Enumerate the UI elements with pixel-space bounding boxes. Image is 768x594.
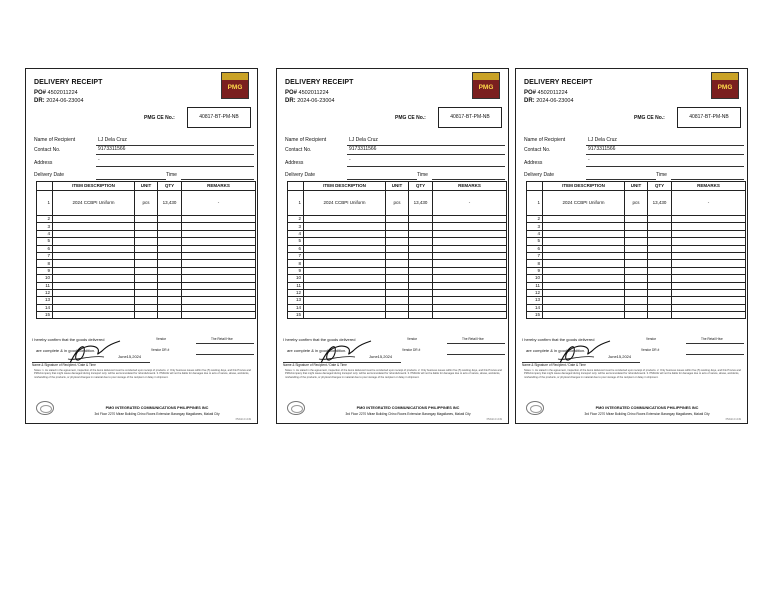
vendor-label: Vendor [156, 337, 167, 341]
table-row [527, 260, 746, 267]
table-row [37, 230, 256, 237]
date-signed: June15,2024 [608, 354, 632, 359]
date-signed: June15,2024 [118, 354, 142, 359]
table-row [288, 312, 507, 319]
retail-label: The Retail Hive [462, 337, 484, 341]
address-value: - [349, 157, 351, 163]
company-address: 3rd Floor 2270 Mirae Building Chino Roces Extension Barangay Magallanes, Makati City [584, 412, 710, 416]
confirm-line-1: I hereby confirm that the goods delivered [283, 337, 356, 342]
retail-label: The Retail Hive [211, 337, 233, 341]
row-number: 11 [288, 282, 304, 289]
recipient-value: LJ Dela Cruz [588, 137, 617, 143]
col-qty: QTY [409, 182, 433, 191]
row-number: 10 [37, 275, 53, 282]
table-row [288, 289, 507, 296]
table-row [527, 230, 746, 237]
ce-label: PMG CE No.: [634, 115, 665, 121]
pmg-logo [472, 72, 500, 99]
row-number: 14 [288, 304, 304, 311]
delivery-date-label: Delivery Date [524, 172, 555, 178]
table-row [37, 223, 256, 230]
recipient-label: Name of Recipient [34, 137, 76, 143]
company-name: PMG INTEGRATED COMMUNICATIONS PHILIPPINES INC [356, 406, 460, 410]
row-number: 15 [527, 312, 543, 319]
item-description: 2024 CCBPI Uniform [543, 191, 625, 216]
table-row [288, 252, 507, 259]
recipient-signature [64, 339, 124, 367]
table-row [288, 216, 507, 223]
contact-label: Contact No. [285, 147, 312, 153]
confirm-line-1: I hereby confirm that the goods delivered [522, 337, 595, 342]
dr-number: 2024-06-23004 [536, 98, 574, 104]
company-name: PMG INTEGRATED COMMUNICATIONS PHILIPPINES INC [595, 406, 699, 410]
item-qty: 13,430 [648, 191, 672, 216]
table-row [288, 275, 507, 282]
address-label: Address [285, 160, 304, 166]
table-row [288, 304, 507, 311]
retail-label: The Retail Hive [701, 337, 723, 341]
ce-number: 40817-BT-PM-NB [438, 107, 502, 128]
receipt-title: DELIVERY RECEIPT [285, 79, 354, 86]
contact-value: 9173311566 [349, 146, 377, 152]
confirm-line-2: are complete & in good condition. [36, 348, 96, 353]
row-number: 12 [527, 289, 543, 296]
po-label: PO# [34, 90, 47, 96]
pmg-logo [711, 72, 739, 99]
col-remarks: REMARKS [672, 182, 746, 191]
table-row [37, 245, 256, 252]
row-number: 4 [288, 230, 304, 237]
row-number: 7 [37, 252, 53, 259]
row-number: 13 [37, 297, 53, 304]
row-number: 2 [288, 216, 304, 223]
row-number: 7 [288, 252, 304, 259]
time-label: Time [656, 172, 667, 178]
table-row [37, 282, 256, 289]
table-row [527, 289, 746, 296]
item-description: 2024 CCBPI Uniform [304, 191, 386, 216]
contact-value: 9173311566 [588, 146, 616, 152]
row-number: 14 [527, 304, 543, 311]
vendor-label: Vendor [646, 337, 657, 341]
recipient-value: LJ Dela Cruz [349, 137, 378, 143]
items-table [526, 181, 746, 319]
company-seal-icon [287, 401, 305, 415]
dr-line [34, 98, 84, 104]
date-signed: June15,2024 [369, 354, 393, 359]
time-label: Time [166, 172, 177, 178]
row-number: 6 [527, 245, 543, 252]
col-item-description: ITEM DESCRIPTION [304, 182, 386, 191]
address-value: - [98, 157, 100, 163]
table-row [527, 297, 746, 304]
table-row [527, 282, 746, 289]
col-unit: UNIT [135, 182, 158, 191]
table-row [37, 238, 256, 245]
row-number: 12 [288, 289, 304, 296]
recipient-label: Name of Recipient [524, 137, 566, 143]
table-row [527, 216, 746, 223]
item-remarks: - [182, 191, 256, 216]
table-row [288, 230, 507, 237]
row-number: 15 [37, 312, 53, 319]
delivery-receipt [276, 68, 509, 424]
recipient-signature [554, 339, 614, 367]
col-remarks: REMARKS [182, 182, 256, 191]
table-row [527, 312, 746, 319]
item-description: 2024 CCBPI Uniform [53, 191, 135, 216]
dr-label: DR: [285, 98, 296, 104]
row-number: 1 [288, 191, 304, 216]
dr-line [524, 98, 574, 104]
ce-label: PMG CE No.: [144, 115, 175, 121]
table-row [527, 245, 746, 252]
ce-number: 40817-BT-PM-NB [187, 107, 251, 128]
po-line [34, 90, 78, 96]
vendor-dr-label: Vendor DR # [151, 348, 170, 352]
table-row [288, 223, 507, 230]
vendor-dr-label: Vendor DR # [641, 348, 660, 352]
col-unit: UNIT [625, 182, 648, 191]
company-seal-icon [526, 401, 544, 415]
row-number: 6 [37, 245, 53, 252]
table-row [288, 267, 507, 274]
row-number: 11 [527, 282, 543, 289]
row-number: 9 [37, 267, 53, 274]
address-value: - [588, 157, 590, 163]
row-number: 5 [37, 238, 53, 245]
col-item-description: ITEM DESCRIPTION [53, 182, 135, 191]
contact-label: Contact No. [524, 147, 551, 153]
row-number: 6 [288, 245, 304, 252]
row-number: 8 [288, 260, 304, 267]
confirm-line-2: are complete & in good condition. [526, 348, 586, 353]
dr-label: DR: [34, 98, 45, 104]
row-number: 1 [37, 191, 53, 216]
item-qty: 13,430 [158, 191, 182, 216]
table-row [527, 191, 746, 216]
receipt-title: DELIVERY RECEIPT [34, 79, 103, 86]
item-qty: 13,430 [409, 191, 433, 216]
table-row [527, 304, 746, 311]
receipt-title: DELIVERY RECEIPT [524, 79, 593, 86]
pmg-logo [221, 72, 249, 99]
row-number: 4 [527, 230, 543, 237]
table-row [37, 297, 256, 304]
row-number: 7 [527, 252, 543, 259]
col-remarks: REMARKS [433, 182, 507, 191]
row-number: 15 [288, 312, 304, 319]
recipient-label: Name of Recipient [285, 137, 327, 143]
logo-text: PMG [227, 84, 243, 91]
items-table [287, 181, 507, 319]
notes: Notes: 1. As stated in the agreement, inspection of the items delivered must be conducted upon receipt of products. 2. Only business issues within five (5) working days, and this Pmcws and PMGCompany that might cause damaged during transport only. will be accommodated for refunds/rework. 3. PMGCE will not be liable for damages due to acts of nature, abuse, accidents, mishandling of the products, or physical changes in material due to poor storage of the recipient or delay in shipment. [34, 369, 251, 379]
delivery-receipt [515, 68, 748, 424]
po-label: PO# [285, 90, 298, 96]
row-number: 3 [37, 223, 53, 230]
row-number: 1 [527, 191, 543, 216]
row-number: 5 [288, 238, 304, 245]
table-row [37, 216, 256, 223]
row-number: 9 [527, 267, 543, 274]
ce-label: PMG CE No.: [395, 115, 426, 121]
table-row [37, 191, 256, 216]
row-number: 3 [288, 223, 304, 230]
contact-label: Contact No. [34, 147, 61, 153]
table-row [288, 238, 507, 245]
confirm-line-2: are complete & in good condition. [287, 348, 347, 353]
row-number: 8 [37, 260, 53, 267]
table-row [37, 312, 256, 319]
col-qty: QTY [648, 182, 672, 191]
notes: Notes: 1. As stated in the agreement, inspection of the items delivered must be conducted upon receipt of products. 2. Only business issues within five (5) working days, and this Pmcws and PMGCompany that might cause damaged during transport only. will be accommodated for refunds/rework. 3. PMGCE will not be liable for damages due to acts of nature, abuse, accidents, mishandling of the products, or physical changes in material due to poor storage of the recipient or delay in shipment. [285, 369, 502, 379]
item-unit: pcs [386, 191, 409, 216]
logo-text: PMG [478, 84, 494, 91]
item-unit: pcs [135, 191, 158, 216]
row-number: 2 [527, 216, 543, 223]
table-row [37, 267, 256, 274]
table-row [37, 260, 256, 267]
company-name: PMG INTEGRATED COMMUNICATIONS PHILIPPINES INC [105, 406, 209, 410]
table-row [37, 289, 256, 296]
ce-number: 40817-BT-PM-NB [677, 107, 741, 128]
address-label: Address [524, 160, 543, 166]
table-row [37, 252, 256, 259]
po-number: 4502011224 [537, 90, 568, 96]
table-row [527, 238, 746, 245]
table-row [288, 245, 507, 252]
table-row [527, 275, 746, 282]
row-number: 9 [288, 267, 304, 274]
row-number: 5 [527, 238, 543, 245]
table-row [527, 252, 746, 259]
po-line [285, 90, 329, 96]
signature-caption: Name & Signature of Recipient / Date & Time [522, 363, 586, 367]
recipient-value: LJ Dela Cruz [98, 137, 127, 143]
row-number: 4 [37, 230, 53, 237]
table-header-row [288, 182, 507, 191]
footer-code: PMGD-F-049 [486, 418, 502, 421]
table-row [288, 191, 507, 216]
po-label: PO# [524, 90, 537, 96]
table-row [37, 304, 256, 311]
table-row [527, 267, 746, 274]
logo-text: PMG [717, 84, 733, 91]
confirm-line-1: I hereby confirm that the goods delivered [32, 337, 105, 342]
row-number: 8 [527, 260, 543, 267]
time-label: Time [417, 172, 428, 178]
item-unit: pcs [625, 191, 648, 216]
row-number: 3 [527, 223, 543, 230]
table-row [288, 297, 507, 304]
company-address: 3rd Floor 2270 Mirae Building Chino Roces Extension Barangay Magallanes, Makati City [94, 412, 220, 416]
table-row [288, 260, 507, 267]
po-number: 4502011224 [298, 90, 329, 96]
row-number: 13 [527, 297, 543, 304]
item-remarks: - [433, 191, 507, 216]
row-number: 11 [37, 282, 53, 289]
items-table [36, 181, 256, 319]
po-number: 4502011224 [47, 90, 78, 96]
vendor-dr-label: Vendor DR # [402, 348, 421, 352]
row-number: 2 [37, 216, 53, 223]
table-row [527, 223, 746, 230]
delivery-date-label: Delivery Date [285, 172, 316, 178]
col-unit: UNIT [386, 182, 409, 191]
address-label: Address [34, 160, 53, 166]
signature-caption: Name & Signature of Recipient / Date & Time [283, 363, 347, 367]
item-remarks: - [672, 191, 746, 216]
table-row [37, 275, 256, 282]
table-header-row [527, 182, 746, 191]
company-address: 3rd Floor 2270 Mirae Building Chino Roces Extension Barangay Magallanes, Makati City [345, 412, 471, 416]
col-item-description: ITEM DESCRIPTION [543, 182, 625, 191]
vendor-label: Vendor [407, 337, 418, 341]
row-number: 10 [527, 275, 543, 282]
table-row [288, 282, 507, 289]
row-number: 12 [37, 289, 53, 296]
table-header-row [37, 182, 256, 191]
signature-caption: Name & Signature of Recipient / Date & Time [32, 363, 96, 367]
dr-label: DR: [524, 98, 535, 104]
contact-value: 9173311566 [98, 146, 126, 152]
row-number: 10 [288, 275, 304, 282]
footer-code: PMGD-F-049 [235, 418, 251, 421]
po-line [524, 90, 568, 96]
notes: Notes: 1. As stated in the agreement, inspection of the items delivered must be conducted upon receipt of products. 2. Only business issues within five (5) working days, and this Pmcws and PMGCompany that might cause damaged during transport only. will be accommodated for refunds/rework. 3. PMGCE will not be liable for damages due to acts of nature, abuse, accidents, mishandling of the products, or physical changes in material due to poor storage of the recipient or delay in shipment. [524, 369, 741, 379]
recipient-signature [315, 339, 375, 367]
dr-line [285, 98, 335, 104]
dr-number: 2024-06-23004 [46, 98, 84, 104]
row-number: 13 [288, 297, 304, 304]
delivery-date-label: Delivery Date [34, 172, 65, 178]
col-qty: QTY [158, 182, 182, 191]
company-seal-icon [36, 401, 54, 415]
footer-code: PMGD-F-049 [725, 418, 741, 421]
delivery-receipt [25, 68, 258, 424]
dr-number: 2024-06-23004 [297, 98, 335, 104]
row-number: 14 [37, 304, 53, 311]
